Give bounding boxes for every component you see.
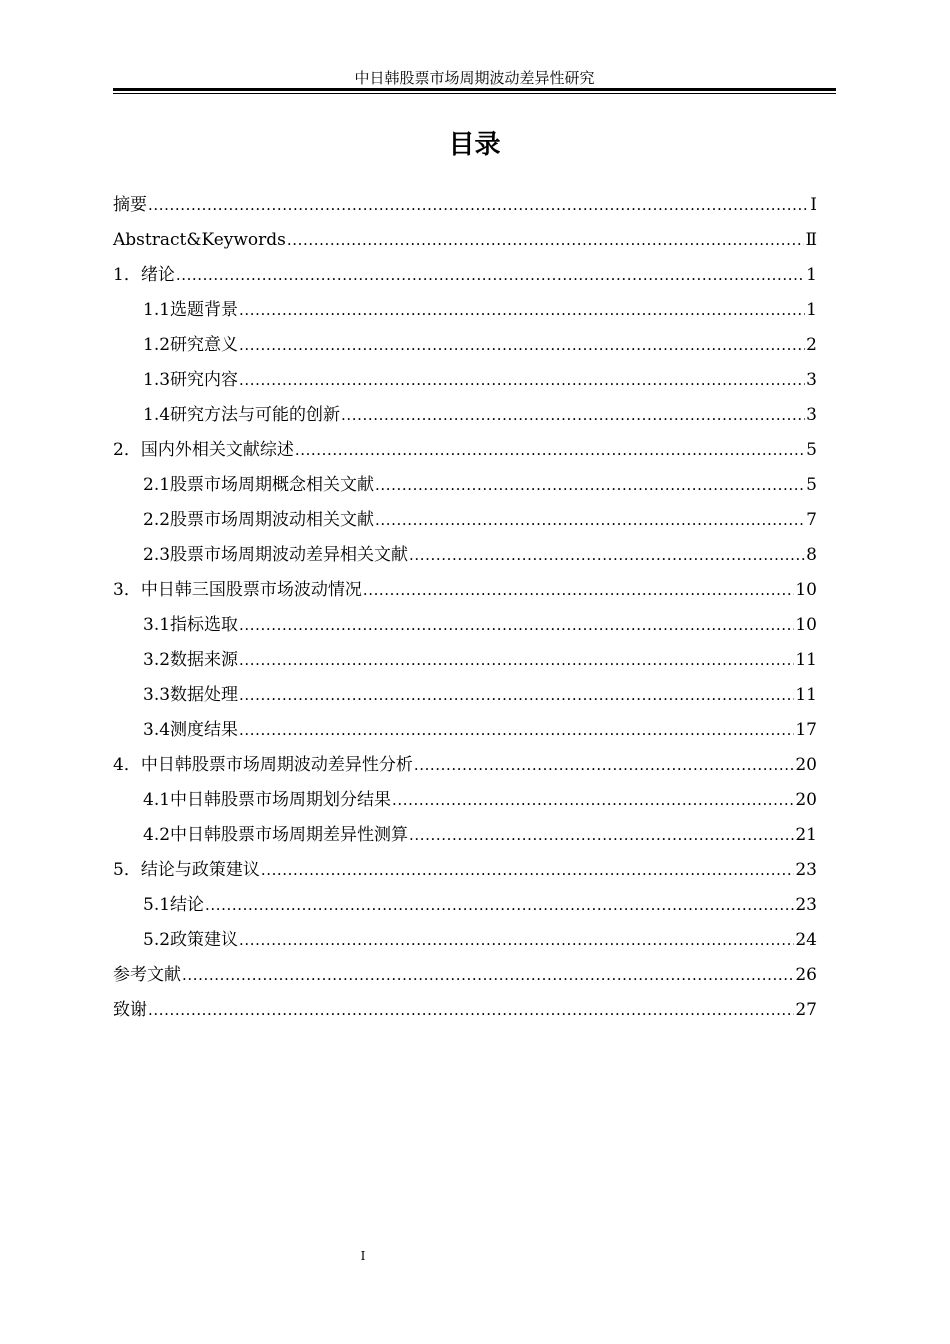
toc-entry-page: 20 bbox=[795, 790, 817, 810]
toc-entry-title bbox=[143, 612, 238, 638]
toc-dot-leader bbox=[261, 857, 795, 883]
toc-entry-page: 3 bbox=[806, 405, 817, 425]
toc-entry-number: 2.2 bbox=[143, 510, 171, 530]
toc-dot-leader bbox=[375, 507, 805, 533]
toc-entry[interactable] bbox=[113, 332, 817, 367]
toc-dot-leader bbox=[239, 332, 805, 358]
toc-entry-number: 2.3 bbox=[143, 545, 171, 565]
toc-entry-label: 绪论 bbox=[140, 265, 175, 285]
toc-entry-label: 结论与政策建议 bbox=[140, 860, 260, 880]
toc-entry[interactable] bbox=[113, 472, 817, 507]
toc-dot-leader bbox=[287, 227, 805, 253]
toc-entry-page: 1 bbox=[806, 265, 817, 285]
toc-dot-leader bbox=[409, 542, 805, 568]
toc-entry-label: 致谢 bbox=[113, 1000, 147, 1020]
header-rule bbox=[113, 88, 836, 91]
toc-entry-page: 17 bbox=[795, 720, 817, 740]
toc-entry-number: 1.3 bbox=[143, 370, 171, 390]
toc-title: 目录 bbox=[448, 130, 501, 160]
toc-entry-page: 10 bbox=[795, 580, 817, 600]
toc-entry-page: 26 bbox=[795, 965, 817, 985]
toc-entry-title bbox=[143, 542, 408, 568]
toc-dot-leader bbox=[205, 892, 794, 918]
toc-entry-page: 21 bbox=[795, 825, 817, 845]
toc-dot-leader bbox=[409, 822, 794, 848]
toc-entry-page: 10 bbox=[795, 615, 817, 635]
toc-entry-page: 20 bbox=[795, 755, 817, 775]
toc-entry-page: 5 bbox=[806, 440, 817, 460]
toc-entry-page: 11 bbox=[795, 650, 817, 670]
toc-entry[interactable] bbox=[113, 892, 817, 927]
toc-entry[interactable] bbox=[113, 437, 817, 472]
toc-entry-title bbox=[143, 332, 238, 358]
toc-entry-page: 3 bbox=[806, 370, 817, 390]
toc-entry-title bbox=[113, 577, 362, 603]
toc-entry-page: 8 bbox=[806, 545, 817, 565]
toc-entry-page: 11 bbox=[795, 685, 817, 705]
toc-entry[interactable] bbox=[113, 647, 817, 682]
toc-entry-title bbox=[113, 437, 294, 463]
toc-entry-page: 5 bbox=[806, 475, 817, 495]
toc-entry-label: 数据处理 bbox=[170, 685, 239, 705]
toc-entry-label: 选题背景 bbox=[170, 300, 239, 320]
toc-dot-leader bbox=[239, 612, 794, 638]
toc-entry-label: 中日韩三国股票市场波动情况 bbox=[140, 580, 362, 600]
toc-entry[interactable] bbox=[113, 962, 817, 997]
toc-entry[interactable] bbox=[113, 717, 817, 752]
toc-entry-number: 2． bbox=[113, 440, 141, 460]
toc-dot-leader bbox=[148, 997, 794, 1023]
header-rule-thin bbox=[113, 93, 836, 94]
toc-entry-title bbox=[143, 717, 238, 743]
toc-entry[interactable] bbox=[113, 857, 817, 892]
toc-entry[interactable] bbox=[113, 402, 817, 437]
toc-entry-label: 股票市场周期波动差异相关文献 bbox=[170, 545, 409, 565]
toc-entry[interactable] bbox=[113, 192, 817, 227]
toc-entry[interactable] bbox=[113, 822, 817, 857]
toc-dot-leader bbox=[182, 962, 794, 988]
toc-entry-title bbox=[143, 297, 238, 323]
toc-entry-number: 3.3 bbox=[143, 685, 171, 705]
toc-entry-label: 股票市场周期概念相关文献 bbox=[170, 475, 375, 495]
toc-entry-title bbox=[143, 682, 238, 708]
toc-entry-title bbox=[113, 962, 181, 988]
toc-entry-label: 中日韩股票市场周期划分结果 bbox=[170, 790, 392, 810]
toc-entry-number: 3.1 bbox=[143, 615, 171, 635]
toc-entry-number: 1.4 bbox=[143, 405, 171, 425]
toc-entry-number: 1.1 bbox=[143, 300, 171, 320]
toc-entry-label: 国内外相关文献综述 bbox=[140, 440, 294, 460]
toc-dot-leader bbox=[239, 717, 794, 743]
toc-entry-number: 5.1 bbox=[143, 895, 171, 915]
toc-entry-title bbox=[113, 227, 286, 253]
toc-entry-page: 23 bbox=[795, 895, 817, 915]
toc-entry-title bbox=[143, 402, 340, 428]
toc-entry-label: 结论 bbox=[170, 895, 205, 915]
toc-dot-leader bbox=[392, 787, 794, 813]
toc-entry-title bbox=[113, 192, 147, 218]
toc-entry-title bbox=[113, 997, 147, 1023]
toc-entry-label: 股票市场周期波动相关文献 bbox=[170, 510, 375, 530]
toc-entry-number: 5.2 bbox=[143, 930, 171, 950]
toc-entry-number: 1． bbox=[113, 265, 141, 285]
table-of-contents bbox=[113, 192, 817, 1032]
toc-dot-leader bbox=[414, 752, 795, 778]
toc-entry-label: 参考文献 bbox=[113, 965, 181, 985]
toc-entry[interactable] bbox=[113, 507, 817, 542]
toc-dot-leader bbox=[363, 577, 795, 603]
toc-entry[interactable] bbox=[113, 997, 817, 1032]
toc-entry[interactable] bbox=[113, 752, 817, 787]
toc-entry-number: 4． bbox=[113, 755, 141, 775]
toc-dot-leader bbox=[239, 682, 794, 708]
toc-dot-leader bbox=[239, 927, 794, 953]
toc-entry-number: 3.4 bbox=[143, 720, 171, 740]
toc-entry-title bbox=[113, 857, 260, 883]
toc-entry-title bbox=[143, 647, 238, 673]
toc-entry[interactable] bbox=[113, 612, 817, 647]
toc-entry-label: 摘要 bbox=[113, 195, 147, 215]
toc-entry[interactable] bbox=[113, 927, 817, 962]
toc-entry-page: 23 bbox=[795, 860, 817, 880]
toc-dot-leader bbox=[239, 297, 805, 323]
toc-entry-title bbox=[143, 367, 238, 393]
toc-entry-number: 3.2 bbox=[143, 650, 171, 670]
toc-dot-leader bbox=[239, 647, 794, 673]
toc-entry-page: 27 bbox=[795, 1000, 817, 1020]
toc-dot-leader bbox=[176, 262, 805, 288]
page-number: I bbox=[360, 1249, 366, 1263]
toc-entry-label: 研究方法与可能的创新 bbox=[170, 405, 341, 425]
toc-entry[interactable] bbox=[113, 297, 817, 332]
toc-entry[interactable] bbox=[113, 542, 817, 577]
toc-entry-label: 中日韩股票市场周期波动差异性分析 bbox=[140, 755, 413, 775]
toc-dot-leader bbox=[148, 192, 809, 218]
toc-dot-leader bbox=[239, 367, 805, 393]
toc-entry-label: 研究意义 bbox=[170, 335, 239, 355]
toc-entry[interactable] bbox=[113, 787, 817, 822]
toc-entry-title bbox=[143, 927, 238, 953]
toc-entry[interactable] bbox=[113, 262, 817, 297]
toc-entry-label: 数据来源 bbox=[170, 650, 239, 670]
toc-entry-page: Ⅱ bbox=[805, 230, 817, 250]
toc-entry-title bbox=[143, 822, 408, 848]
toc-entry-title bbox=[143, 787, 391, 813]
toc-entry[interactable] bbox=[113, 227, 817, 262]
toc-entry-label: Abstract&Keywords bbox=[113, 230, 286, 250]
toc-dot-leader bbox=[295, 437, 805, 463]
toc-entry-title bbox=[113, 752, 413, 778]
toc-entry-label: 指标选取 bbox=[170, 615, 239, 635]
toc-entry-title bbox=[143, 507, 374, 533]
toc-entry-number: 1.2 bbox=[143, 335, 171, 355]
toc-entry-label: 测度结果 bbox=[170, 720, 239, 740]
toc-entry-label: 政策建议 bbox=[170, 930, 239, 950]
toc-entry-number: 4.2 bbox=[143, 825, 171, 845]
toc-entry-number: 3． bbox=[113, 580, 141, 600]
toc-entry-number: 4.1 bbox=[143, 790, 171, 810]
toc-entry-page: 1 bbox=[806, 300, 817, 320]
toc-entry-page: I bbox=[810, 195, 817, 215]
toc-entry[interactable] bbox=[113, 682, 817, 717]
toc-entry[interactable] bbox=[113, 577, 817, 612]
toc-entry[interactable] bbox=[113, 367, 817, 402]
toc-entry-title bbox=[143, 892, 204, 918]
toc-entry-page: 24 bbox=[795, 930, 817, 950]
toc-entry-label: 研究内容 bbox=[170, 370, 239, 390]
toc-entry-title bbox=[143, 472, 374, 498]
toc-entry-page: 7 bbox=[806, 510, 817, 530]
toc-entry-label: 中日韩股票市场周期差异性测算 bbox=[170, 825, 409, 845]
toc-dot-leader bbox=[341, 402, 805, 428]
running-header: 中日韩股票市场周期波动差异性研究 bbox=[354, 69, 595, 87]
toc-entry-number: 2.1 bbox=[143, 475, 171, 495]
toc-entry-title bbox=[113, 262, 175, 288]
toc-entry-number: 5． bbox=[113, 860, 141, 880]
toc-entry-page: 2 bbox=[806, 335, 817, 355]
toc-dot-leader bbox=[375, 472, 805, 498]
